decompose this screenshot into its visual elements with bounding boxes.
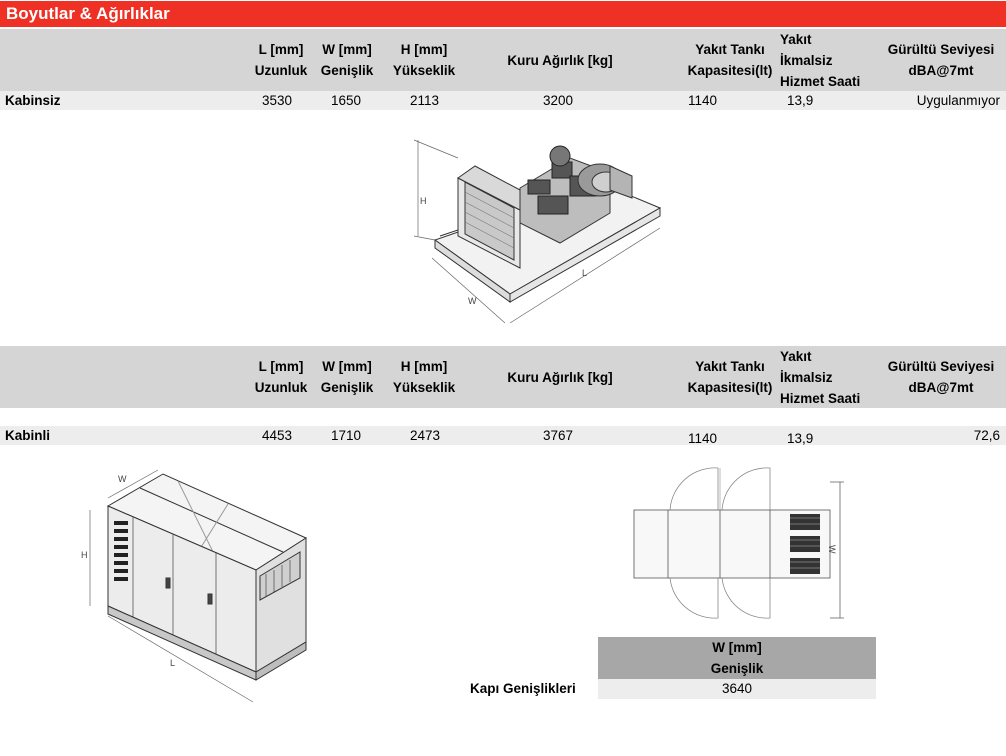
door-width-header: W [mm] Genişlik [598, 637, 876, 679]
height-mark: H [420, 196, 427, 206]
width-mark: W [118, 474, 127, 484]
header-dry-weight: Kuru Ağırlık [kg] [507, 52, 613, 68]
value-dry-weight: 3200 [543, 93, 574, 108]
open-table-header [0, 29, 1006, 91]
canopy-table-header [0, 346, 1006, 408]
value-noise-level: Uygulanmıyor [916, 93, 1000, 108]
value-noise-level: 72,6 [973, 428, 1000, 443]
width-mark: W [468, 296, 477, 306]
value-height: 2473 [410, 428, 441, 443]
value-service-hours: 13,9 [787, 93, 814, 108]
canopy-generator-drawing [78, 466, 314, 712]
header-width: W [mm] Genişlik [320, 42, 374, 78]
row-name: Kabinsiz [5, 93, 61, 108]
value-service-hours: 13,9 [787, 431, 814, 446]
length-mark: L [170, 658, 176, 668]
value-width: 1650 [331, 93, 362, 108]
value-length: 4453 [262, 428, 293, 443]
header-height: H [mm] Yükseklik [392, 359, 456, 395]
header-width: W [mm] Genişlik [320, 359, 374, 395]
door-width-value: 3640 [598, 679, 876, 699]
header-length: L [mm] Uzunluk [254, 42, 308, 78]
row-name: Kabinli [5, 428, 51, 443]
header-fuel-tank: Yakıt Tankı Kapasitesi(lt) [687, 42, 773, 78]
side-width-mark: W [827, 545, 837, 554]
value-dry-weight: 3767 [543, 428, 574, 443]
header-service-hours: Yakıt İkmalsiz Hizmet Saati [780, 31, 861, 89]
value-length: 3530 [262, 93, 293, 108]
section-title: Boyutlar & Ağırlıklar [0, 1, 1006, 27]
header-service-hours: Yakıt İkmalsiz Hizmet Saati [780, 348, 861, 406]
door-opening-top-view [630, 462, 850, 622]
open-table-row [0, 91, 1006, 110]
value-fuel-tank: 1140 [688, 431, 718, 446]
canopy-table-row [0, 426, 1006, 445]
value-height: 2113 [410, 93, 440, 108]
header-dry-weight: Kuru Ağırlık [kg] [507, 369, 613, 385]
open-generator-drawing [410, 118, 670, 336]
door-widths-label: Kapı Genişlikleri [470, 681, 576, 696]
value-width: 1710 [331, 428, 362, 443]
header-noise-level: Gürültü Seviyesi dBA@7mt [887, 359, 995, 395]
header-height: H [mm] Yükseklik [392, 42, 456, 78]
header-fuel-tank: Yakıt Tankı Kapasitesi(lt) [687, 359, 773, 395]
length-mark: L [582, 268, 588, 278]
height-mark: H [81, 550, 88, 560]
value-fuel-tank: 1140 [688, 93, 718, 108]
header-noise-level: Gürültü Seviyesi dBA@7mt [887, 42, 995, 78]
header-length: L [mm] Uzunluk [254, 359, 308, 395]
